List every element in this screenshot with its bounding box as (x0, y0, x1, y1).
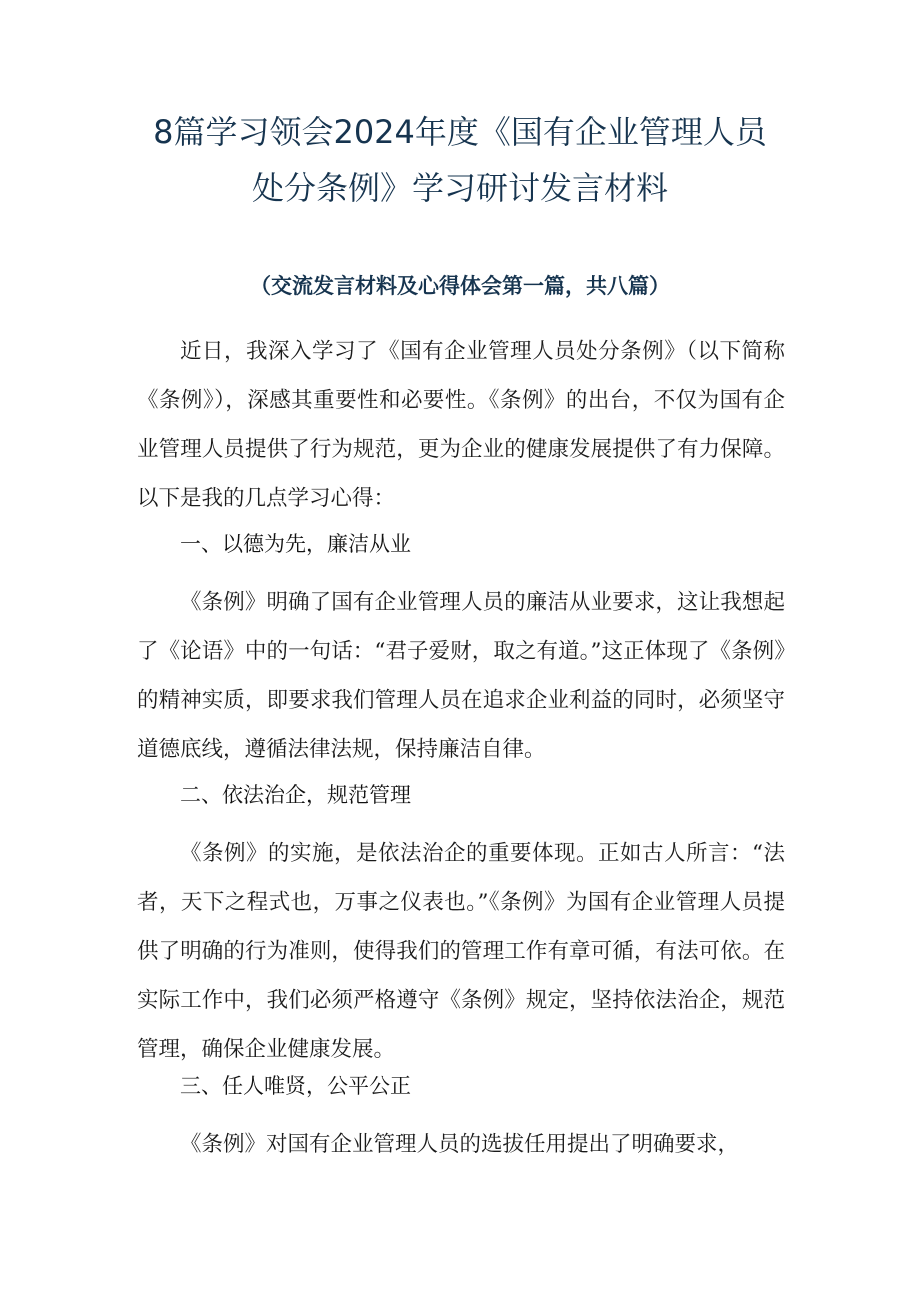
intro-paragraph: 近日，我深入学习了《国有企业管理人员处分条例》（以下简称《条例》），深感其重要性和必要性。《条例》的出台，不仅为国有企业管理人员提供了行为规范，更为企业的健康发展提供了有力保障。以下是我的几点学习心得： (137, 339, 785, 511)
section-heading-2: 二、依法治企，规范管理 (180, 783, 411, 807)
section-2-paragraph: 《条例》的实施，是依法治企的重要体现。正如古人所言：“法者，天下之程式也，万事之仪表也。”《条例》为国有企业管理人员提供了明确的行为准则，使得我们的管理工作有章可循，有法可依。在实际工作中，我们必须严格遵守《条例》规定，坚持依法治企，规范管理，确保企业健康发展。 (137, 841, 785, 1062)
document-title: 8篇学习领会2024年度《国有企业管理人员处分条例》学习研讨发言材料 (153, 113, 767, 207)
section-1-paragraph: 《条例》明确了国有企业管理人员的廉洁从业要求，这让我想起了《论语》中的一句话：“君子爱财，取之有道。”这正体现了《条例》的精神实质，即要求我们管理人员在追求企业利益的同时，必须坚守道德底线，遵循法律法规，保持廉洁自律。 (137, 590, 785, 762)
document-subtitle: （交流发言材料及心得体会第一篇，共八篇） (250, 274, 670, 298)
section-heading-3: 三、任人唯贤，公平公正 (180, 1074, 411, 1098)
section-3-paragraph: 《条例》对国有企业管理人员的选拔任用提出了明确要求， (180, 1132, 740, 1157)
section-heading-1: 一、以德为先，廉洁从业 (180, 532, 411, 556)
